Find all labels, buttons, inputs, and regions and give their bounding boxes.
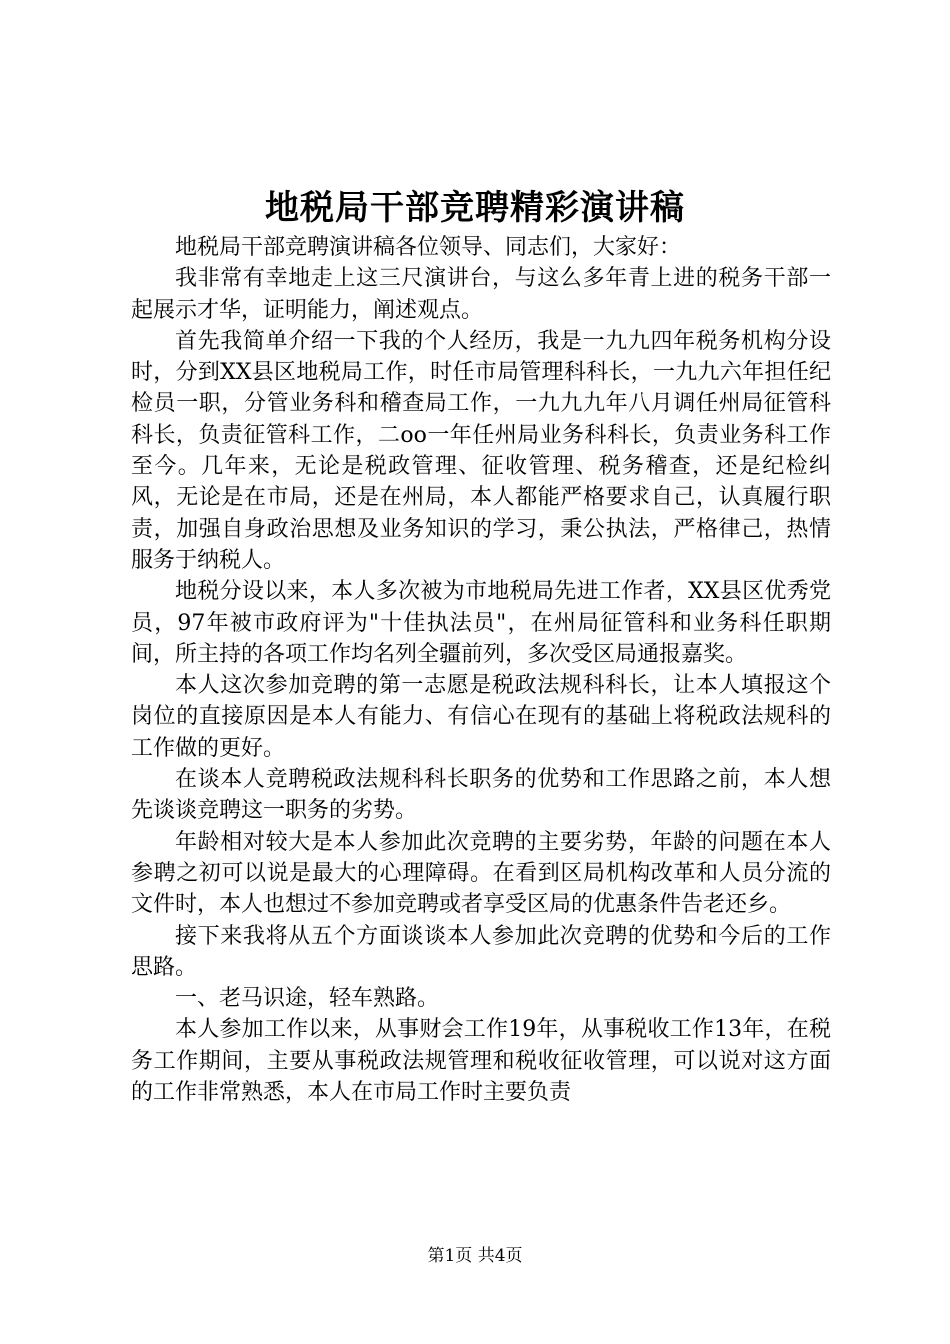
paragraph-five-aspects: 接下来我将从五个方面谈谈本人参加此次竞聘的优势和今后的工作思路。 (131, 923, 831, 980)
document-body (131, 232, 831, 1108)
page-number-footer: 第1页 共4页 (427, 1246, 523, 1266)
paragraph-weakness-intro: 在谈本人竞聘税政法规科科长职务的优势和工作思路之前，本人想先谈谈竞聘这一职务的劣势。 (131, 767, 831, 824)
paragraph-first-choice: 本人这次参加竞聘的第一志愿是税政法规科科长，让本人填报这个岗位的直接原因是本人有能力、有信心在现有的基础上将税政法规科的工作做的更好。 (131, 673, 831, 761)
document-title: 地税局干部竞聘精彩演讲稿 (265, 188, 685, 228)
paragraph-honors: 地税分设以来，本人多次被为市地税局先进工作者，XX县区优秀党员，97年被市政府评为"十佳执法员"，在州局征管科和业务科任职期间，所主持的各项工作均名列全疆前列，多次受区局通报嘉奖。 (131, 579, 831, 667)
paragraph-experience: 首先我简单介绍一下我的个人经历，我是一九九四年税务机构分设时，分到XX县区地税局工作，时任市局管理科科长，一九九六年担任纪检员一职，分管业务科和稽查局工作，一九九九年八月调任州局征管科科长，负责征管科工作，二oo一年任州局业务科科长，负责业务科工作至今。几年来，无论是税政管理、征收管理、税务稽查，还是纪检纠风，无论是在市局，还是在州局，本人都能严格要求自己，认真履行职责，加强自身政治思想及业务知识的学习，秉公执法，严格律己，热情服务于纳税人。 (131, 328, 831, 573)
paragraph-opening: 我非常有幸地走上这三尺演讲台，与这么多年青上进的税务干部一起展示才华，证明能力，阐述观点。 (131, 266, 831, 323)
paragraph-work-history: 本人参加工作以来，从事财会工作19年，从事税收工作13年，在税务工作期间，主要从事税政法规管理和税收征收管理，可以说对这方面的工作非常熟悉，本人在市局工作时主要负责 (131, 1017, 831, 1106)
paragraph-weakness-age: 年龄相对较大是本人参加此次竞聘的主要劣势，年龄的问题在本人参聘之初可以说是最大的心理障碍。在看到区局机构改革和人员分流的文件时，本人也想过不参加竞聘或者享受区局的优惠条件告老还乡。 (131, 829, 831, 918)
section-heading-1: 一、老马识途，轻车熟路。 (175, 986, 440, 1012)
paragraph-greeting: 地税局干部竞聘演讲稿各位领导、同志们，大家好： (175, 235, 682, 260)
